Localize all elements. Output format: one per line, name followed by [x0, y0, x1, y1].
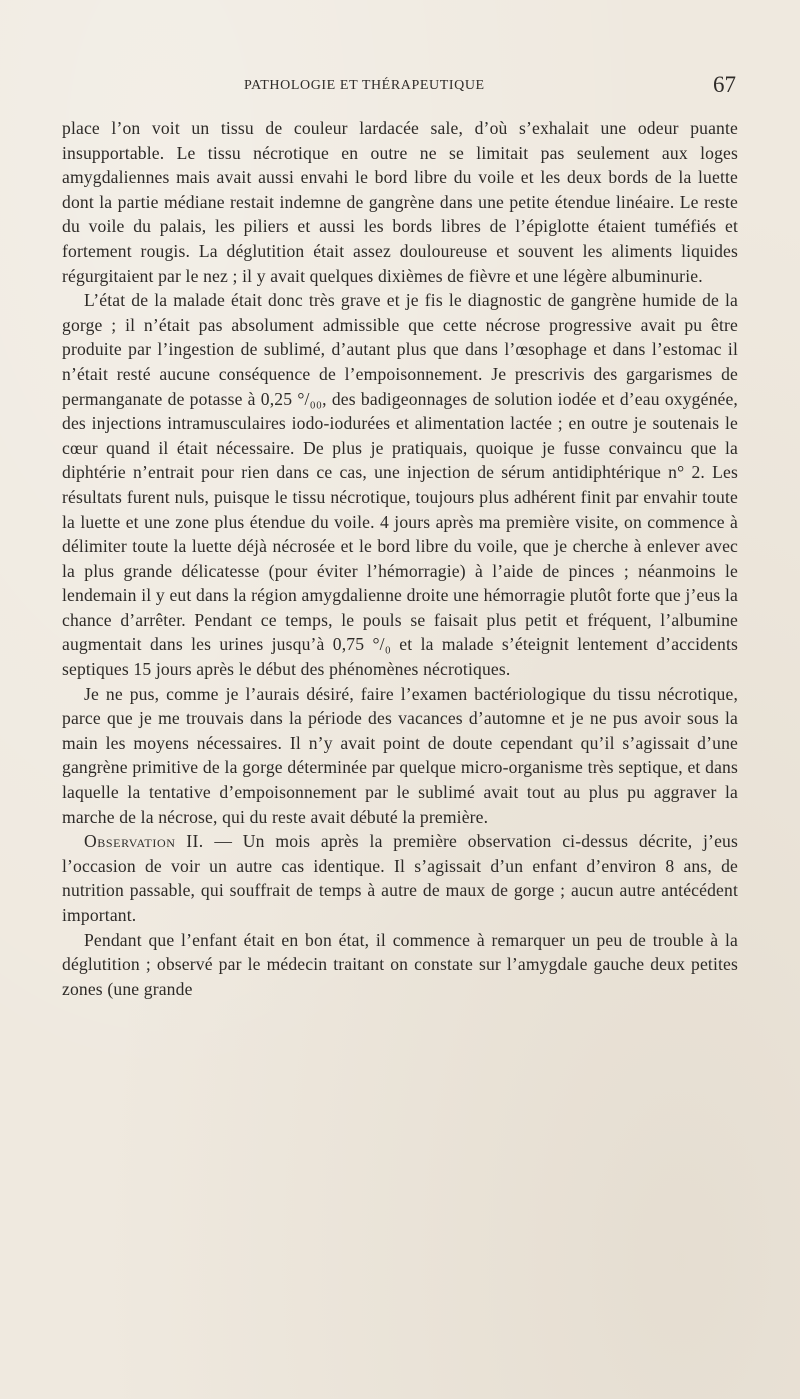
- page-number: 67: [713, 72, 736, 97]
- paragraph-diagnosis: L’état de la malade était donc très grave et je fis le diagnostic de gangrène humide de la gorge ; il n’était pas absolument admissible que cette nécrose progressive avait pu être produite par l’ingestion de sublimé, d’autant plus que dans l’œsophage et dans l’estomac il n’était resté aucune conséquence de l’empoisonnement. Je prescrivis des gargarismes de permanganate de potasse à 0,25 °/₀₀, des badigeonnages de solution iodée et d’eau oxygénée, des injections intramusculaires iodo-iodurées et alimentation lactée ; en outre je soutenais le cœur quand il était nécessaire. De plus je pratiquais, quoique je fusse convaincu que la diphtérie n’entrait pour rien dans ce cas, une injection de sérum antidiphtérique n° 2. Les résultats furent nuls, puisque le tissu nécrotique, toujours plus adhérent finit par envahir toute la luette et une zone plus étendue du voile. 4 jours après ma première visite, on commence à délimiter toute la luette déjà nécrosée et le bord libre du voile, que je cherche à enlever avec la plus grande délicatesse (pour éviter l’hémorragie) à l’aide de pinces ; néanmoins le lendemain il y eut dans la région amygdalienne droite une hémorragie plutôt forte que j’eus la chance d’arrêter. Pendant ce temps, le pouls se faisait plus petit et fréquent, l’albumine augmentait dans les urines jusqu’à 0,75 °/₀ et la malade s’éteignit lentement d’accidents septiques 15 jours après le début des phénomènes nécrotiques.: [62, 290, 738, 680]
- paragraph-child-case: Pendant que l’enfant était en bon état, il commence à remarquer un peu de trouble à la déglutition ; observé par le médecin traitant on constate sur l’amygdale gauche deux petites zones (une grande: [62, 929, 738, 999]
- body-text: [62, 116, 738, 1001]
- running-head: [62, 72, 738, 102]
- paragraph-observation-2: [62, 829, 738, 927]
- paragraph-discussion: Je ne pus, comme je l’aurais désiré, faire l’examen bactériologique du tissu nécrotique, parce que je me trouvais dans la période des vacances d’automne et je ne pus avoir sous la main les moyens nécessaires. Il n’y avait point de doute cependant qu’il s’agissait d’une gangrène primitive de la gorge déterminée par quelque micro-organisme très septique, et dans laquelle la tentative d’empoisonnement par le sublimé avait tout au plus pu aggraver la marche de la nécrose, qui du reste avait débuté la première.: [62, 683, 738, 827]
- observation-label: Observation: [84, 831, 176, 852]
- paragraph-continuation: place l’on voit un tissu de couleur lardacée sale, d’où s’exhalait une odeur puante insupportable. Le tissu nécrotique en outre ne se limitait pas seulement aux loges amygdaliennes mais avait aussi envahi le bord libre du voile et les deux bords de la luette dont la partie médiane restait indemne de gangrène dans une petite étendue linéaire. Le reste du voile du palais, les piliers et aussi les bords libres de l’épiglotte étaient tuméfiés et fortement rougis. La déglutition était assez douloureuse et souvent les aliments liquides régurgitaient par le nez ; il y avait quelques dixièmes de fièvre et une légère albuminurie.: [62, 118, 738, 286]
- observation-text: — Un mois après la première observation ci-dessus décrite, j’eus l’occasion de voir un autre cas identique. Il s’agissait d’un enfant d’environ 8 ans, de nutrition passable, qui souffrait de temps à autre de maux de gorge ; aucun autre antécédent important.: [62, 831, 738, 925]
- observation-number: II.: [186, 831, 204, 852]
- running-title: PATHOLOGIE ET THÉRAPEUTIQUE: [244, 78, 485, 93]
